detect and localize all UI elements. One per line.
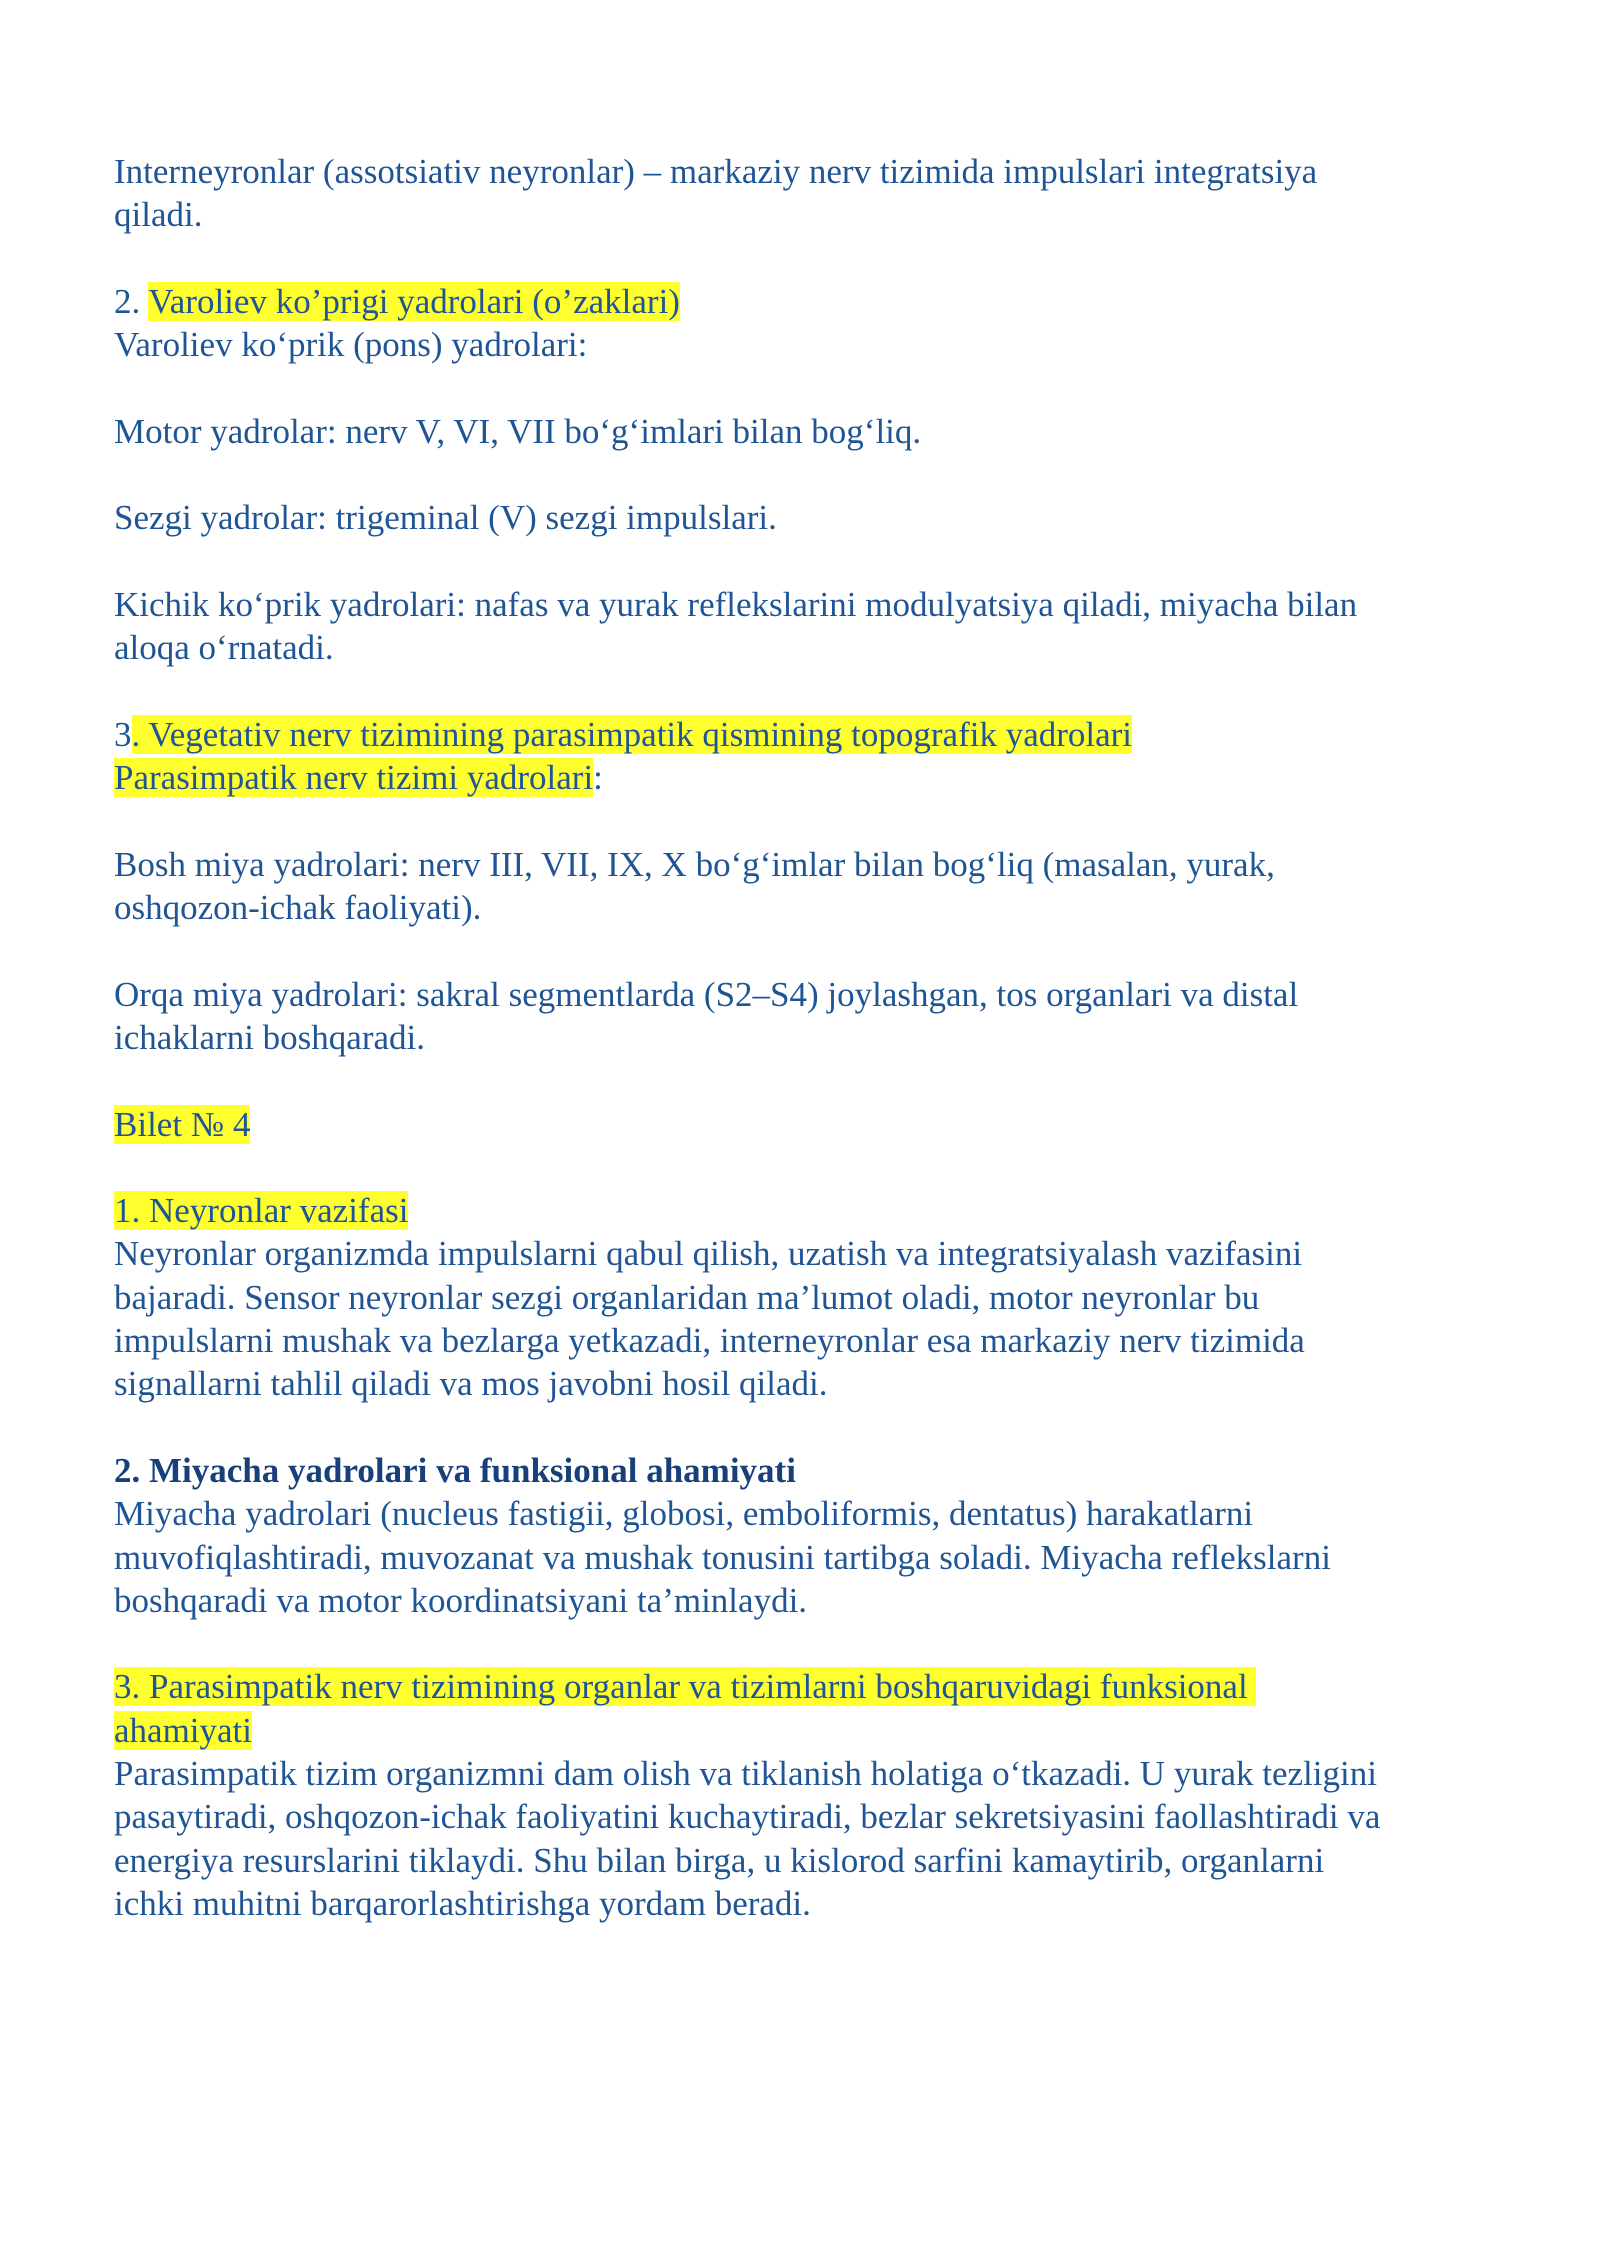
paragraph-line: bajaradi. Sensor neyronlar sezgi organlaridan ma’lumot oladi, motor neyronlar bu [114, 1277, 1260, 1317]
paragraph-line: qiladi. [114, 195, 203, 235]
question-title-highlighted: 3. Parasimpatik nerv tizimining organlar va tizimlarni boshqaruvidagi funksional [114, 1667, 1257, 1707]
paragraph-line: impulslarni mushak va bezlarga yetkazadi, interneyronlar esa markaziy nerv tizimida [114, 1321, 1305, 1361]
blank-line [114, 1146, 1494, 1189]
paragraph-line: Parasimpatik tizim organizmni dam olish va tiklanish holatiga o‘tkazadi. U yurak tezligini [114, 1753, 1377, 1793]
blank-line [114, 1622, 1494, 1665]
section-number: 3 [114, 714, 132, 754]
question-3-heading [114, 1665, 1494, 1708]
paragraph-line: Orqa miya yadrolari: sakral segmentlarda (S2–S4) joylashgan, tos organlari va distal [114, 974, 1299, 1014]
section-title-highlighted: Varoliev ko’prigi yadrolari (o’zaklari) [148, 281, 680, 321]
paragraph-line: ichaklarni boshqaradi. [114, 1017, 426, 1057]
ticket-heading [114, 1103, 1494, 1146]
section-subtitle: Varoliev ko‘prik (pons) yadrolari: [114, 325, 588, 365]
blank-line [114, 453, 1494, 496]
blank-line [114, 799, 1494, 842]
paragraph-line: muvofiqlashtiradi, muvozanat va mushak tonusini tartibga soladi. Miyacha reflekslarni [114, 1537, 1331, 1577]
blank-line [114, 929, 1494, 972]
section-title-highlighted: . Vegetativ nerv tizimining parasimpatik qismining topografik yadrolari [131, 714, 1133, 754]
section-subtitle [114, 756, 1494, 799]
blank-line [114, 540, 1494, 583]
paragraph-line: ichki muhitni barqarorlashtirishga yordam beradi. [114, 1883, 811, 1923]
blank-line [114, 670, 1494, 713]
paragraph-line: Kichik ko‘prik yadrolari: nafas va yurak reflekslarini modulyatsiya qiladi, miyacha bilan [114, 584, 1358, 624]
section-number: 2. [114, 281, 149, 321]
section-3-heading [114, 713, 1494, 756]
document-page [114, 150, 1494, 1925]
blank-line [114, 237, 1494, 280]
blank-line [114, 1406, 1494, 1449]
blank-line [114, 366, 1494, 409]
paragraph-line: energiya resurslarini tiklaydi. Shu bilan birga, u kislorod sarfini kamaytirib, organlarni [114, 1840, 1325, 1880]
paragraph-line: Sezgi yadrolar: trigeminal (V) sezgi impulslari. [114, 498, 777, 538]
section-subtitle-highlighted: Parasimpatik nerv tizimi yadrolari [114, 758, 594, 798]
paragraph-line: oshqozon-ichak faoliyati). [114, 888, 482, 928]
paragraph-line: Motor yadrolar: nerv V, VI, VII bo‘g‘imlari bilan bog‘liq. [114, 411, 922, 451]
subtitle-colon: : [593, 758, 603, 798]
paragraph-line: boshqaradi va motor koordinatsiyani ta’minlaydi. [114, 1580, 808, 1620]
blank-line [114, 1059, 1494, 1102]
question-title-highlighted: 1. Neyronlar vazifasi [114, 1191, 409, 1231]
paragraph-line: pasaytiradi, oshqozon-ichak faoliyatini kuchaytiradi, bezlar sekretsiyasini faollashtiradi va [114, 1797, 1381, 1837]
section-2-heading [114, 280, 1494, 323]
question-2-heading: 2. Miyacha yadrolari va funksional ahamiyati [114, 1450, 796, 1490]
paragraph-line: Neyronlar organizmda impulslarni qabul qilish, uzatish va integratsiyalash vazifasini [114, 1234, 1303, 1274]
question-title-highlighted: ahamiyati [114, 1710, 253, 1750]
paragraph-line: signallarni tahlil qiladi va mos javobni hosil qiladi. [114, 1364, 828, 1404]
paragraph-line: Miyacha yadrolari (nucleus fastigii, globosi, emboliformis, dentatus) harakatlarni [114, 1494, 1254, 1534]
paragraph-line: aloqa o‘rnatadi. [114, 628, 334, 668]
question-1-heading [114, 1189, 1494, 1232]
paragraph-line: Bosh miya yadrolari: nerv III, VII, IX, X bo‘g‘imlar bilan bog‘liq (masalan, yurak, [114, 844, 1275, 884]
paragraph-line: Interneyronlar (assotsiativ neyronlar) – markaziy nerv tizimida impulslari integratsiya [114, 152, 1318, 191]
ticket-number: Bilet № 4 [114, 1104, 251, 1144]
question-3-heading-cont [114, 1709, 1494, 1752]
